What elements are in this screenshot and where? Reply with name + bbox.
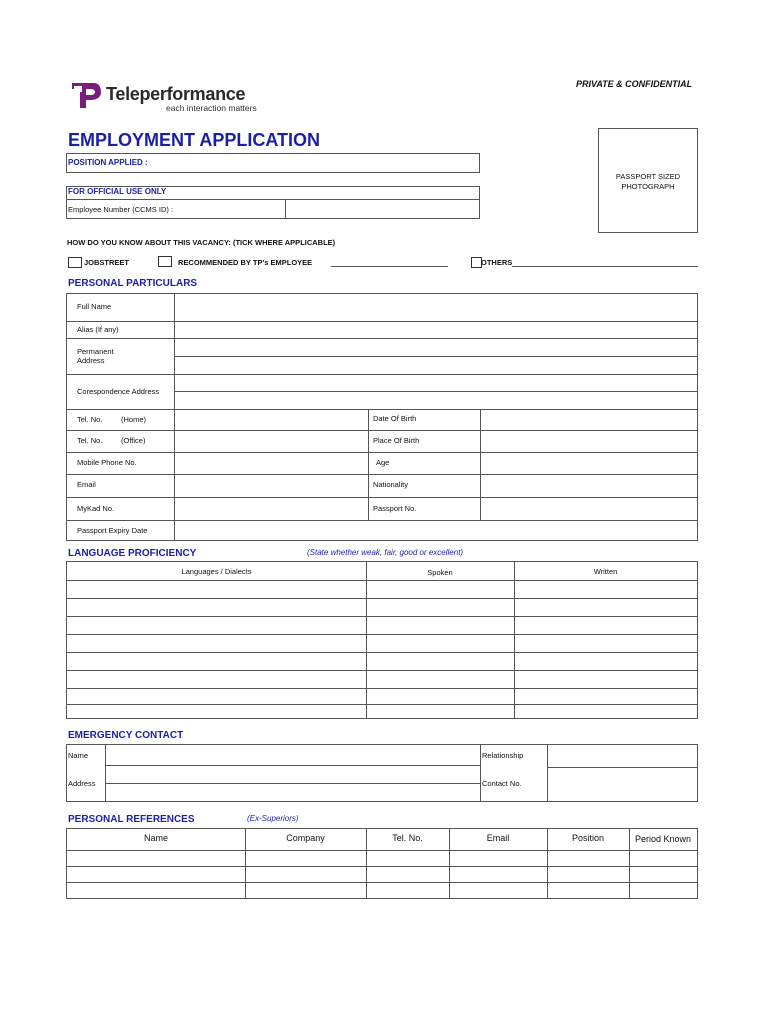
logo-name: Teleperformance	[106, 84, 246, 104]
emergency-table	[66, 744, 698, 802]
ref-col-email: Email	[486, 833, 510, 843]
photo-label-1: PASSPORT SIZED	[615, 172, 681, 181]
references-note: (Ex-Superiors)	[247, 814, 299, 823]
ref-col-name: Name	[143, 833, 168, 843]
permanent-address-label: Permanent	[77, 347, 114, 356]
contact-no-label: Contact No.	[482, 779, 522, 788]
tel-office-sub: (Office)	[121, 436, 146, 445]
ref-col-company: Company	[286, 833, 325, 843]
tel-office-label: Tel. No.	[77, 436, 103, 445]
tel-home-sub: (Home)	[121, 415, 147, 424]
dob-label: Date Of Birth	[373, 414, 417, 423]
nationality-label: Nationality	[373, 480, 409, 489]
emergency-name-label: Name	[68, 751, 89, 760]
mobile-label: Mobile Phone No.	[77, 458, 137, 467]
references-heading: PERSONAL REFERENCES	[68, 814, 195, 825]
others-line[interactable]	[512, 266, 698, 267]
correspondence-address-label: Corespondence Address	[77, 387, 160, 396]
employee-number-label: Employee Number (CCMS ID) :	[68, 205, 174, 214]
age-label: Age	[376, 458, 390, 467]
personal-particulars-table	[66, 293, 698, 541]
others-label: OTHERS	[481, 258, 513, 267]
position-applied-label: POSITION APPLIED :	[68, 158, 148, 167]
tel-home-label: Tel. No.	[77, 415, 103, 424]
language-heading: LANGUAGE PROFICIENCY	[68, 548, 197, 559]
page-title: EMPLOYMENT APPLICATION	[68, 130, 320, 150]
mykad-label: MyKad No.	[77, 504, 115, 513]
position-applied-box[interactable]	[66, 153, 480, 173]
teleperformance-logo-mark	[70, 80, 102, 110]
vacancy-question: HOW DO YOU KNOW ABOUT THIS VACANCY: (TICK WHERE APPLICABLE)	[67, 238, 336, 247]
ref-col-tel: Tel. No.	[392, 833, 423, 843]
emergency-heading: EMERGENCY CONTACT	[68, 730, 184, 741]
spoken-col-header: Spoken	[427, 568, 453, 577]
personal-particulars-heading: PERSONAL PARTICULARS	[68, 278, 198, 289]
jobstreet-label: JOBSTREET	[84, 258, 130, 267]
confidential-label: PRIVATE & CONFIDENTIAL	[576, 79, 693, 89]
recommended-checkbox[interactable]	[158, 256, 172, 267]
language-col-header: Languages / Dialects	[181, 567, 252, 576]
ref-col-period: Period Known	[634, 834, 692, 844]
ref-col-position: Position	[571, 833, 605, 843]
company-logo	[70, 80, 260, 116]
passport-no-label: Passport No.	[373, 504, 417, 513]
written-col-header: Written	[593, 567, 618, 576]
relationship-label: Relationship	[482, 751, 524, 760]
emergency-address-label: Address	[68, 779, 96, 788]
full-name-label: Full Name	[77, 302, 112, 311]
employee-number-field[interactable]	[285, 199, 479, 218]
logo-tagline: each interaction matters	[166, 103, 257, 113]
language-table	[66, 561, 698, 719]
passport-expiry-label: Passport Expiry Date	[77, 526, 148, 535]
alias-label: Alias (If any)	[77, 325, 119, 334]
email-label: Email	[77, 480, 96, 489]
references-table	[66, 828, 698, 899]
jobstreet-checkbox[interactable]	[68, 257, 82, 268]
pob-label: Place Of Birth	[373, 436, 420, 445]
photo-label-2: PHOTOGRAPH	[621, 182, 675, 191]
permanent-address-label-2: Address	[77, 356, 105, 365]
recommended-label: RECOMMENDED BY TP's EMPLOYEE	[178, 258, 313, 267]
passport-photo-box[interactable]	[598, 128, 698, 233]
recommended-name-line[interactable]	[331, 266, 448, 267]
language-note: (State whether weak, fair, good or excellent)	[307, 548, 464, 557]
official-use-label: FOR OFFICIAL USE ONLY	[68, 187, 167, 196]
